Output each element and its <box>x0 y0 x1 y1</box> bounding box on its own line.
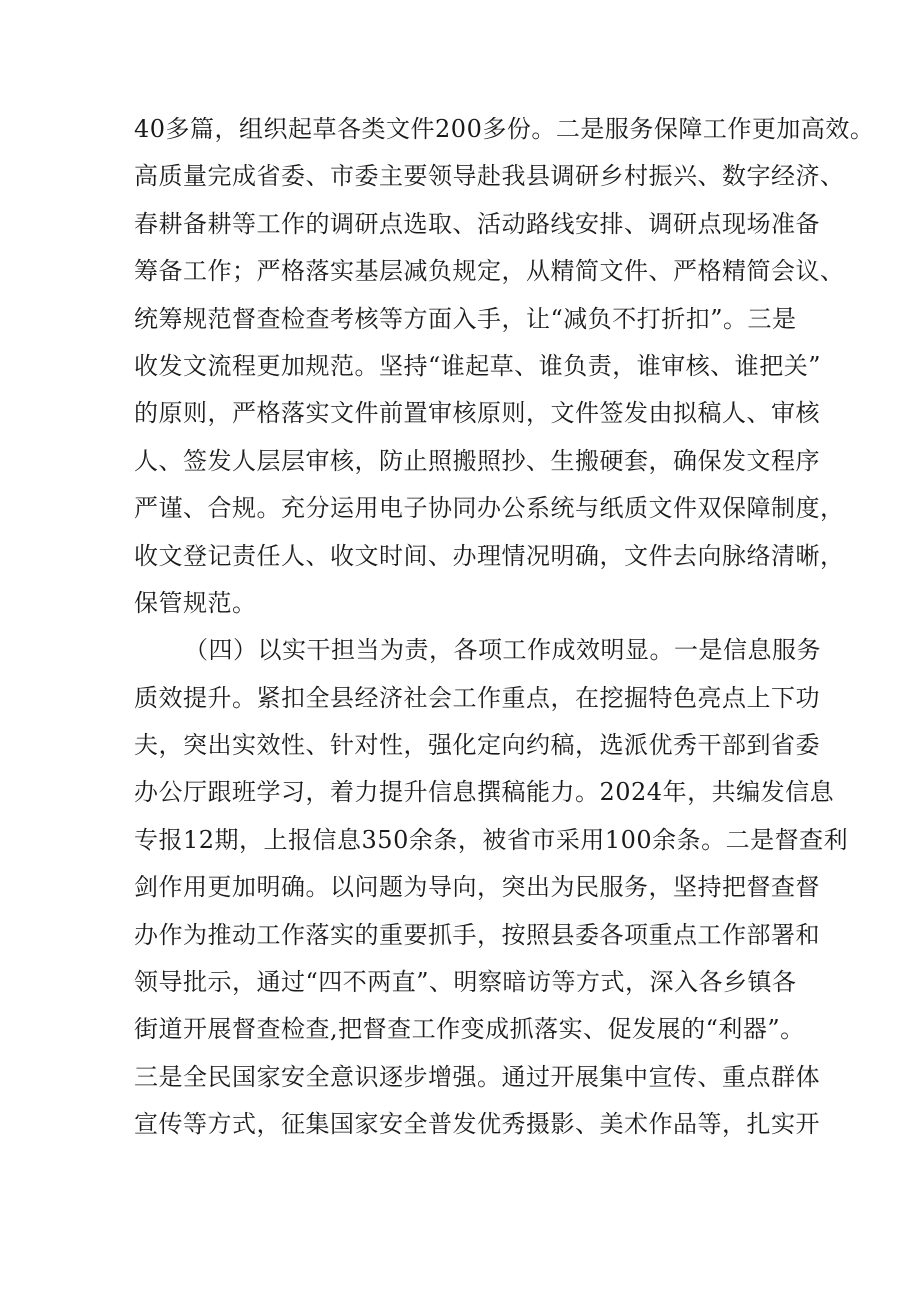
text-line: 统筹规范督查检查考核等方面入手，让“减负不打折扣”。三是 <box>134 304 797 333</box>
text-line: 专报12期，上报信息350余条，被省市采用100余条。二是督查利 <box>134 825 849 854</box>
text-line: 办公厅跟班学习，着力提升信息撰稿能力。2024年，共编发信息 <box>134 778 835 807</box>
text-line: 严谨、合规。充分运用电子协同办公系统与纸质文件双保障制度， <box>134 494 845 523</box>
text-line: 的原则，严格落实文件前置审核原则，文件签发由拟稿人、审核 <box>134 399 820 428</box>
text-line: 街道开展督查检查,把督查工作变成抓落实、促发展的“利器”。 <box>134 1015 805 1044</box>
document-body <box>134 106 875 1149</box>
text-line: 收发文流程更加规范。坚持“谁起草、谁负责，谁审核、谁把关” <box>134 351 822 380</box>
paragraph-1 <box>134 106 875 627</box>
text-line: 40多篇，组织起草各类文件200多份。二是服务保障工作更加高效。 <box>134 115 875 143</box>
text-line: 剑作用更加明确。以问题为导向，突出为民服务，坚持把督查督 <box>134 873 820 902</box>
text-line: 保管规范。 <box>134 588 257 617</box>
text-line: 办作为推动工作落实的重要抓手，按照县委各项重点工作部署和 <box>134 920 820 949</box>
text-line: 筹备工作；严格落实基层减负规定，从精简文件、严格精简会议、 <box>134 257 845 286</box>
text-line: 人、签发人层层审核，防止照搬照抄、生搬硬套，确保发文程序 <box>134 446 820 475</box>
text-line: 三是全民国家安全意识逐步增强。通过开展集中宣传、重点群体 <box>134 1062 820 1091</box>
text-line: 夫，突出实效性、针对性，强化定向约稿，选派优秀干部到省委 <box>134 731 820 760</box>
text-line: 高质量完成省委、市委主要领导赴我县调研乡村振兴、数字经济、 <box>134 162 845 191</box>
text-line: 春耕备耕等工作的调研点选取、活动路线安排、调研点现场准备 <box>134 209 820 238</box>
text-line: 质效提升。紧扣全县经济社会工作重点，在挖掘特色亮点上下功 <box>134 683 820 712</box>
text-line: 收文登记责任人、收文时间、办理情况明确，文件去向脉络清晰， <box>134 541 845 570</box>
paragraph-2 <box>134 627 849 1148</box>
text-line: 领导批示，通过“四不两直”、明察暗访等方式，深入各乡镇各 <box>134 968 797 997</box>
text-line: （四）以实干担当为责，各项工作成效明显。一是信息服务 <box>184 636 821 665</box>
text-line: 宣传等方式，征集国家安全普发优秀摄影、美术作品等，扎实开 <box>134 1110 820 1139</box>
